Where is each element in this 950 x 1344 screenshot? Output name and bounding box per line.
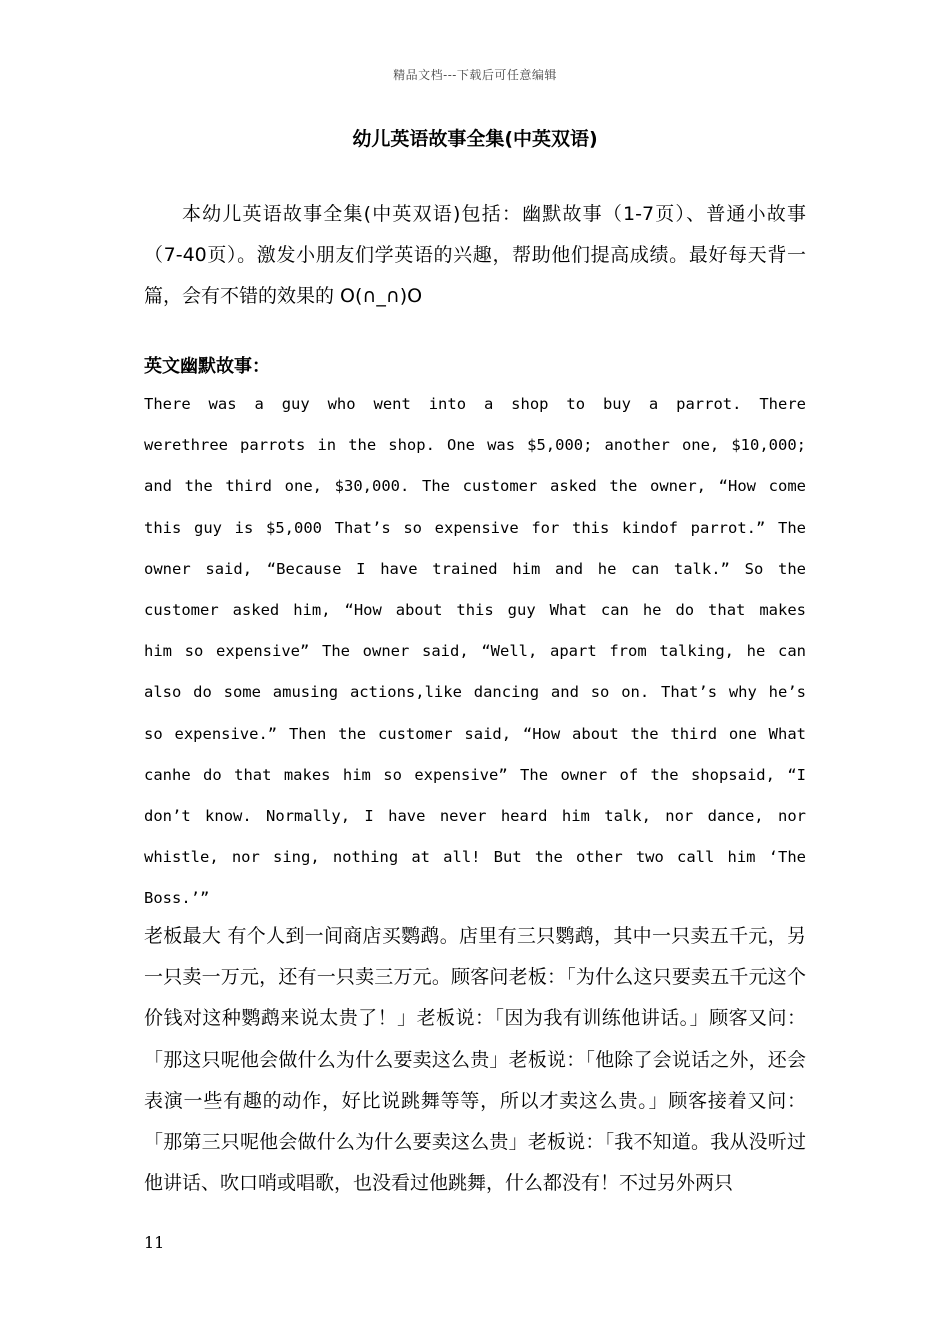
intro-paragraph: 本幼儿英语故事全集(中英双语)包括：幽默故事（1-7页）、普通小故事（7-40页）。激发小朋友们学英语的兴趣，帮助他们提高成绩。最好每天背一篇，会有不错的效果的 O(∩_∩)O (144, 203, 806, 307)
chinese-story-paragraph: 老板最大 有个人到一间商店买鹦鹉。店里有三只鹦鹉，其中一只卖五千元，另一只卖一万元，还有一只卖三万元。顾客问老板：「为什么这只要卖五千元这个价钱对这种鹦鹉来说太贵了！」老板说：「因为我有训练他讲话。」顾客又问：「那这只呢他会做什么为什么要卖这么贵」老板说：「他除了会说话之外，还会表演一些有趣的动作，好比说跳舞等等，所以才卖这么贵。」顾客接着又问：「那第三只呢他会做什么为什么要卖这么贵」老板说：「我不知道。我从没听过他讲话、吹口哨或唱歌，也没看过他跳舞，什么都没有！不过另外两只 (144, 925, 806, 1195)
page-number: 11 (144, 1233, 165, 1252)
document-title: 幼儿英语故事全集(中英双语) (352, 128, 598, 150)
section-heading: 英文幽默故事： (144, 356, 270, 377)
page-header: 精品文档---下载后可任意编辑 (393, 68, 557, 82)
english-story-paragraph: There was a guy who went into a shop to buy a parrot. There werethree parrots in the shop. One was $5,000; another one, $10,000; and the third one, $30,000. The customer asked the owner, “How come this guy is $5,000 That’s so expensive for this kindof parrot.” The owner said, “Because I have trained him and he can talk.” So the customer asked him, “How about this guy What can he do that makes him so expensive” The owner said, “Well, apart from talking, he can also do some amusing actions,like dancing and so on. That’s why he’s so expensive.” Then the customer said, “How about the third one What canhe do that makes him so expensive” The owner of the shopsaid, “I don’t know. Normally, I have never heard him talk, nor dance, nor whistle, nor sing, nothing at all! But the other two call him ‘The Boss.’” (144, 395, 806, 908)
